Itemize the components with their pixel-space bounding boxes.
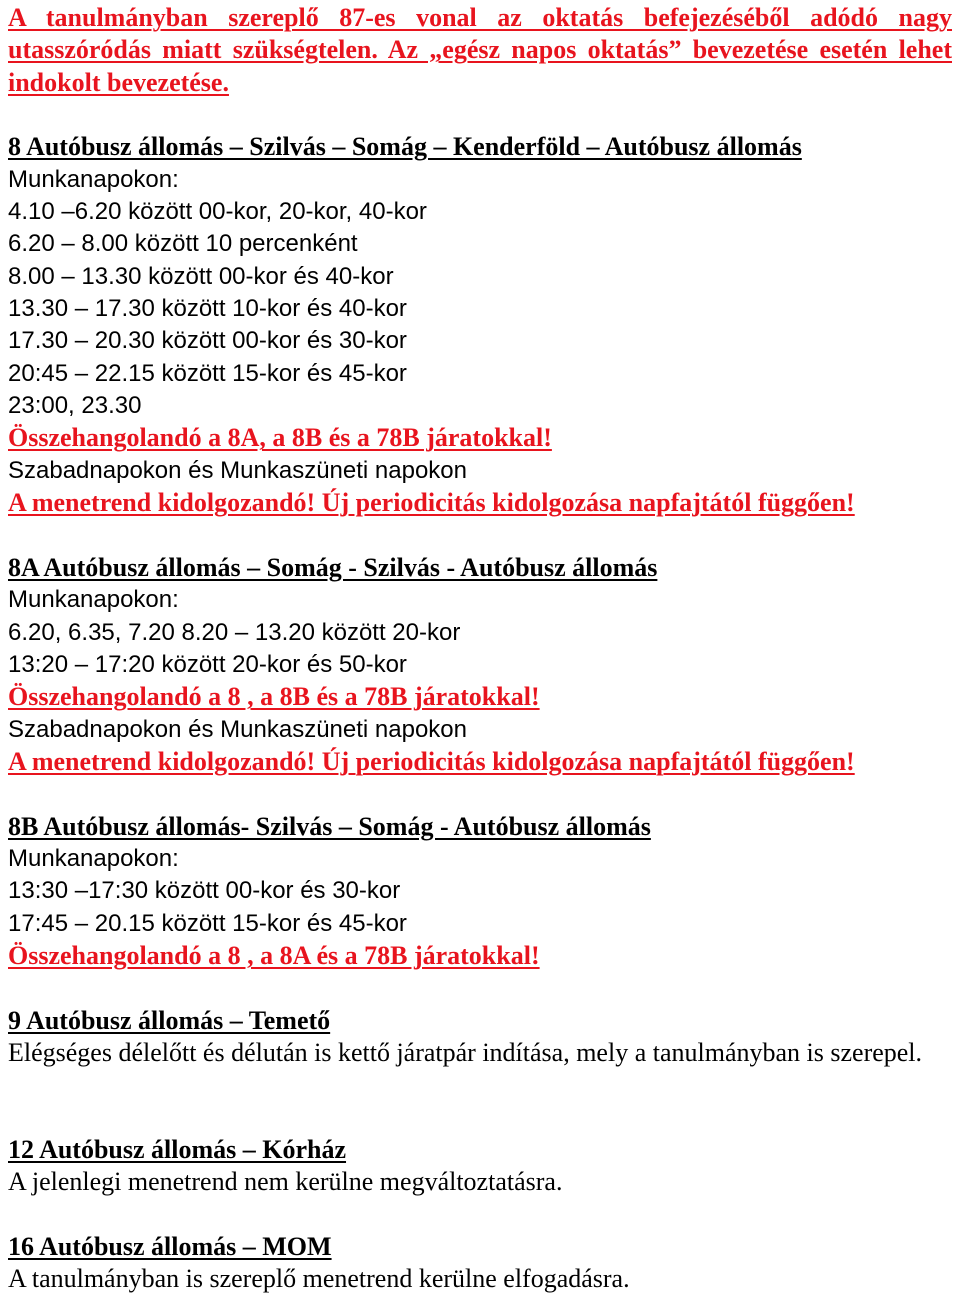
intro-paragraph: A tanulmányban szereplő 87-es vonal az oktatás befejezéséből adódó nagy utasszóródás miatt szükségtelen. Az „egész napos oktatás” bevezetése esetén lehet indokolt bevezetése. xyxy=(8,3,952,97)
route-16-text: A tanulmányban is szereplő menetrend kerülne elfogadásra. xyxy=(8,1264,630,1294)
route-9-section xyxy=(8,1005,952,1102)
spacer xyxy=(8,778,952,810)
route-8a-holidays-label: Szabadnapokon és Munkaszüneti napokon xyxy=(8,715,467,743)
route-12-section xyxy=(8,1134,952,1199)
route-8a-holidays-note: A menetrend kidolgozandó! Új periodicitás kidolgozása napfajtától függően! xyxy=(8,746,855,776)
spacer xyxy=(8,972,952,1004)
spacer xyxy=(8,1102,952,1134)
route-16-section xyxy=(8,1231,952,1296)
route-8-coordinate-note: Összehangolandó a 8A, a 8B és a 78B járatokkal! xyxy=(8,423,552,453)
route-8-line: 4.10 –6.20 között 00-kor, 20-kor, 40-kor xyxy=(8,198,427,226)
route-8a-line: 13:20 – 17:20 között 20-kor és 50-kor xyxy=(8,650,407,678)
route-8-workdays-label: Munkanapokon: xyxy=(8,165,179,193)
route-8-line: 23:00, 23.30 xyxy=(8,392,142,420)
route-8-line: 6.20 – 8.00 között 10 percenként xyxy=(8,230,358,258)
route-8b-line: 13:30 –17:30 között 00-kor és 30-kor xyxy=(8,877,401,905)
route-8-holidays-label: Szabadnapokon és Munkaszüneti napokon xyxy=(8,456,467,484)
route-8a-line: 6.20, 6.35, 7.20 8.20 – 13.20 között 20-kor xyxy=(8,618,461,646)
route-8a-section xyxy=(8,552,952,778)
route-8-section xyxy=(8,131,952,519)
route-8b-coordinate-note: Összehangolandó a 8 , a 8A és a 78B járatokkal! xyxy=(8,940,540,970)
route-8b-workdays-label: Munkanapokon: xyxy=(8,844,179,872)
route-8-line: 17.30 – 20.30 között 00-kor és 30-kor xyxy=(8,327,407,355)
route-8b-line: 17:45 – 20.15 között 15-kor és 45-kor xyxy=(8,909,407,937)
spacer xyxy=(8,1199,952,1231)
spacer xyxy=(8,99,952,131)
route-8a-coordinate-note: Összehangolandó a 8 , a 8B és a 78B járatokkal! xyxy=(8,682,540,712)
route-9-text: Elégséges délelőtt és délután is kettő járatpár indítása, mely a tanulmányban is szerepel. xyxy=(8,1037,923,1067)
route-9-heading: 9 Autóbusz állomás – Temető xyxy=(8,1005,331,1035)
route-8b-heading: 8B Autóbusz állomás- Szilvás – Somág - Autóbusz állomás xyxy=(8,811,651,841)
route-8b-section xyxy=(8,811,952,973)
route-16-heading: 16 Autóbusz állomás – MOM xyxy=(8,1232,332,1262)
route-8a-heading: 8A Autóbusz állomás – Somág - Szilvás - Autóbusz állomás xyxy=(8,552,658,582)
route-8-holidays-note: A menetrend kidolgozandó! Új periodicitás kidolgozása napfajtától függően! xyxy=(8,488,855,518)
route-8-heading: 8 Autóbusz állomás – Szilvás – Somág – Kenderföld – Autóbusz állomás xyxy=(8,132,802,162)
spacer xyxy=(8,519,952,551)
route-8-line: 20:45 – 22.15 között 15-kor és 45-kor xyxy=(8,359,407,387)
document-page xyxy=(8,0,952,1296)
route-8a-workdays-label: Munkanapokon: xyxy=(8,586,179,614)
route-8-line: 13.30 – 17.30 között 10-kor és 40-kor xyxy=(8,295,407,323)
route-12-text: A jelenlegi menetrend nem kerülne megváltoztatásra. xyxy=(8,1167,563,1197)
route-8-line: 8.00 – 13.30 között 00-kor és 40-kor xyxy=(8,262,394,290)
route-12-heading: 12 Autóbusz állomás – Kórház xyxy=(8,1135,347,1164)
